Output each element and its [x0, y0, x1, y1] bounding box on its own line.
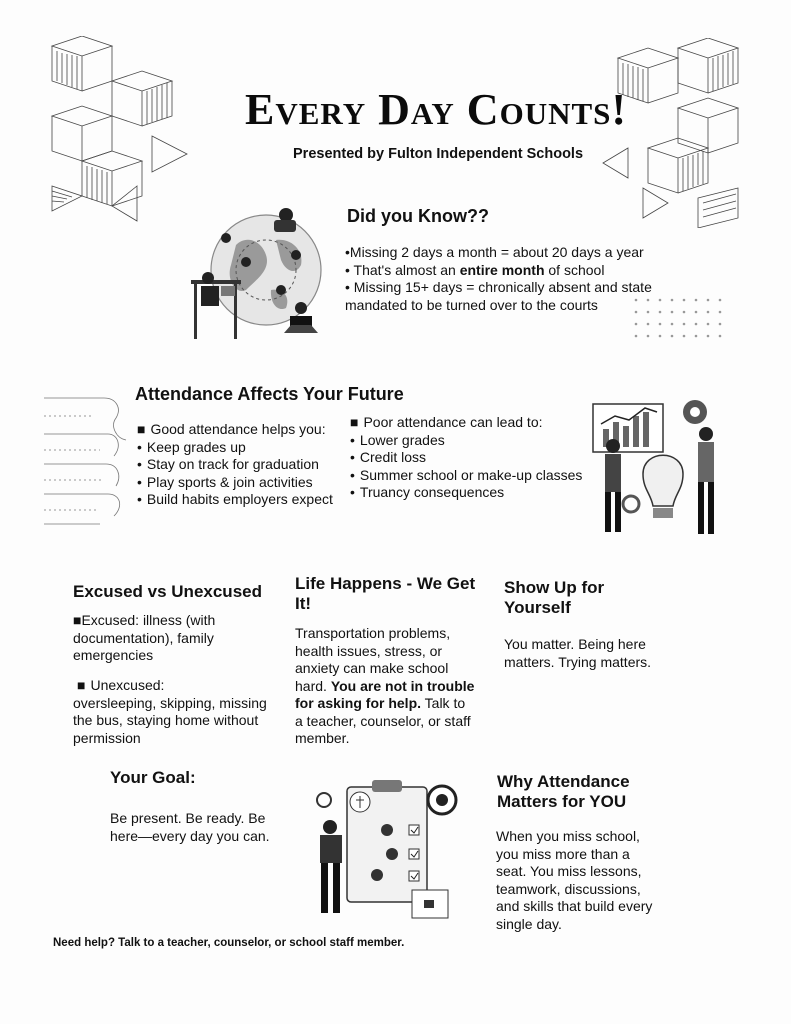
dot-grid-icon — [632, 296, 732, 340]
poor-heading: ■ Poor attendance can lead to: — [350, 414, 590, 432]
goal-text: Be present. Be ready. Be here—every day you can. — [110, 810, 270, 844]
show-up-heading: Show Up for Yourself — [504, 578, 605, 617]
poor-attendance-list — [350, 414, 590, 502]
poor-item: • Summer school or make-up classes — [350, 467, 590, 485]
square-bullet-icon: ■ — [77, 677, 86, 693]
poor-item: • Credit loss — [350, 449, 590, 467]
why-text: When you miss school, you miss more than a seat. You miss lessons, teamwork, discussions, and skills that build every single day. — [496, 828, 653, 932]
poor-item: • Lower grades — [350, 432, 590, 450]
line-bracket-icon — [44, 394, 130, 530]
lightbulb-growth-icon — [583, 394, 733, 544]
good-item: • Play sports & join activities — [137, 474, 347, 492]
life-happens-heading: Life Happens - We Get It! — [295, 574, 476, 613]
did-you-know-list — [345, 244, 675, 314]
why-heading: Why Attendance Matters for YOU — [497, 772, 630, 811]
unexcused-text: ■ Unexcused: oversleeping, skipping, missing the bus, staying home without permission — [73, 677, 267, 746]
cube-pattern-left-icon — [42, 36, 192, 226]
good-attendance-list — [137, 421, 347, 509]
page-title: Every Day Counts! — [245, 85, 628, 134]
checklist-target-icon — [312, 772, 462, 922]
show-up-text: You matter. Being here matters. Trying matters. — [504, 636, 652, 670]
poor-item: • Truancy consequences — [350, 484, 590, 502]
life-happens-text: Transportation problems, health issues, stress, or anxiety can make school hard. You are not in trouble for asking for help. Talk to a teacher, counselor, or staff member. — [295, 625, 475, 746]
excused-text: ■Excused: illness (with documentation), family emergencies — [73, 612, 216, 663]
good-item: • Keep grades up — [137, 439, 347, 457]
good-item: • Stay on track for graduation — [137, 456, 347, 474]
goal-heading: Your Goal: — [110, 768, 196, 787]
fact-1: •Missing 2 days a month = about 20 days a year — [345, 244, 644, 260]
fact-2: • That's almost an entire month of school — [345, 261, 605, 278]
did-you-know-heading: Did you Know?? — [347, 206, 489, 226]
page-subtitle: Presented by Fulton Independent Schools — [293, 146, 584, 162]
bullet: • — [345, 261, 354, 278]
attendance-heading: Attendance Affects Your Future — [135, 384, 404, 404]
good-heading: ■ Good attendance helps you: — [137, 421, 347, 439]
globe-people-icon — [186, 200, 336, 345]
fact-3-cont: mandated to be turned over to the courts — [345, 296, 598, 313]
square-bullet-icon: ■ — [73, 612, 82, 628]
footer-help-text: Need help? Talk to a teacher, counselor, or school staff member. — [53, 937, 405, 949]
good-item: • Build habits employers expect — [137, 491, 347, 509]
excused-heading: Excused vs Unexcused — [73, 582, 262, 601]
fact-3: • Missing 15+ days = chronically absent and state — [345, 279, 652, 295]
